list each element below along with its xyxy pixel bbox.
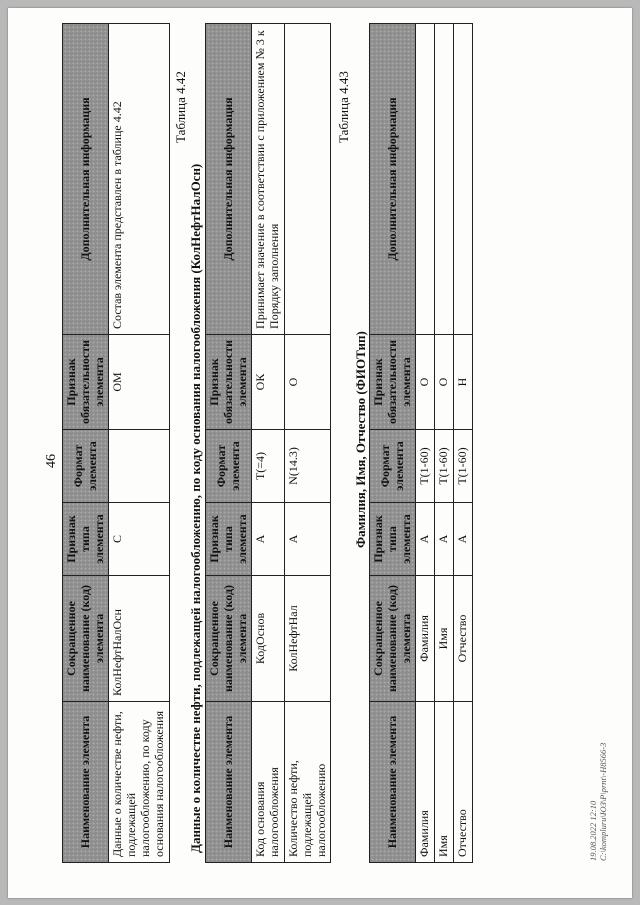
table-4-42 (205, 23, 331, 863)
rotated-content (8, 8, 628, 893)
table-label: Таблица 4.42 (173, 71, 188, 143)
header-code: Сокращенное наименование (код) элемента (370, 576, 416, 702)
table-kolneft-continuation (62, 23, 170, 863)
cell-info (416, 24, 435, 335)
header-name: Наименование элемента (206, 702, 252, 863)
cell-format: N(14.3) (284, 430, 330, 503)
table-row (284, 24, 330, 863)
document-page (8, 8, 632, 898)
header-format: Формат элемента (370, 430, 416, 503)
cell-required: О (284, 334, 330, 429)
table-label: Таблица 4.43 (336, 71, 351, 143)
header-info: Дополнительная информация (63, 24, 109, 335)
cell-type: А (435, 503, 454, 576)
table-4-43 (369, 23, 473, 863)
header-code: Сокращенное наименование (код) элемента (63, 576, 109, 702)
header-type: Признак типа элемента (370, 503, 416, 576)
print-stamp (588, 743, 608, 861)
cell-format: T(1-60) (435, 430, 454, 503)
cell-name: Количество нефти, подлежащей налогообложению (284, 702, 330, 863)
cell-format: T(1-60) (416, 430, 435, 503)
stamp-path: C:\kompluru\ЮЗ\Р\prnt\-H8566-3 (598, 742, 609, 861)
cell-code: КолНефтНал (284, 576, 330, 702)
cell-code: Отчество (453, 576, 472, 702)
cell-info: Принимает значение в соответствии с приложением № 3 к Порядку заполнения (252, 24, 285, 335)
cell-name: Фамилия (416, 702, 435, 863)
cell-code: КодОснов (252, 576, 285, 702)
cell-required: Н (453, 334, 472, 429)
header-format: Формат элемента (206, 430, 252, 503)
cell-type: А (416, 503, 435, 576)
cell-required: ОК (252, 334, 285, 429)
table-header-row (63, 24, 109, 863)
cell-code: Фамилия (416, 576, 435, 702)
cell-code: Имя (435, 576, 454, 702)
cell-type: А (284, 503, 330, 576)
header-type: Признак типа элемента (206, 503, 252, 576)
table-header-row (206, 24, 252, 863)
page-number: 46 (44, 454, 59, 468)
header-name: Наименование элемента (63, 702, 109, 863)
table-row (109, 24, 169, 863)
cell-required: О (416, 334, 435, 429)
header-format: Формат элемента (63, 430, 109, 503)
cell-name: Данные о количестве нефти, подлежащей налогообложению, по коду основания налогообложения (109, 702, 169, 863)
cell-name: Имя (435, 702, 454, 863)
table-row (416, 24, 435, 863)
cell-type: А (252, 503, 285, 576)
header-info: Дополнительная информация (206, 24, 252, 335)
table-header-row (370, 24, 416, 863)
header-required: Признак обязательности элемента (370, 334, 416, 429)
table-caption: Данные о количестве нефти, подлежащей налогообложению, по коду основания налогообложения (КолНефтНалОсн) (188, 163, 203, 853)
header-required: Признак обязательности элемента (206, 334, 252, 429)
cell-format (109, 430, 169, 503)
stamp-date: 19.08.2022 12:10 (588, 800, 598, 861)
cell-name: Код основания налогообложения (252, 702, 285, 863)
table-row (435, 24, 454, 863)
cell-info (453, 24, 472, 335)
cell-info (435, 24, 454, 335)
cell-required: ОМ (109, 334, 169, 429)
table-row (252, 24, 285, 863)
cell-name: Отчество (453, 702, 472, 863)
header-info: Дополнительная информация (370, 24, 416, 335)
cell-format: T(=4) (252, 430, 285, 503)
cell-info (284, 24, 330, 335)
table-row (453, 24, 472, 863)
cell-code: КолНефтНалОсн (109, 576, 169, 702)
cell-format: T(1-60) (453, 430, 472, 503)
cell-required: О (435, 334, 454, 429)
header-code: Сокращенное наименование (код) элемента (206, 576, 252, 702)
cell-type: С (109, 503, 169, 576)
cell-type: А (453, 503, 472, 576)
header-name: Наименование элемента (370, 702, 416, 863)
cell-info: Состав элемента представлен в таблице 4.42 (109, 24, 169, 335)
header-type: Признак типа элемента (63, 503, 109, 576)
header-required: Признак обязательности элемента (63, 334, 109, 429)
table-caption: Фамилия, Имя, Отчество (ФИОТип) (353, 331, 368, 548)
